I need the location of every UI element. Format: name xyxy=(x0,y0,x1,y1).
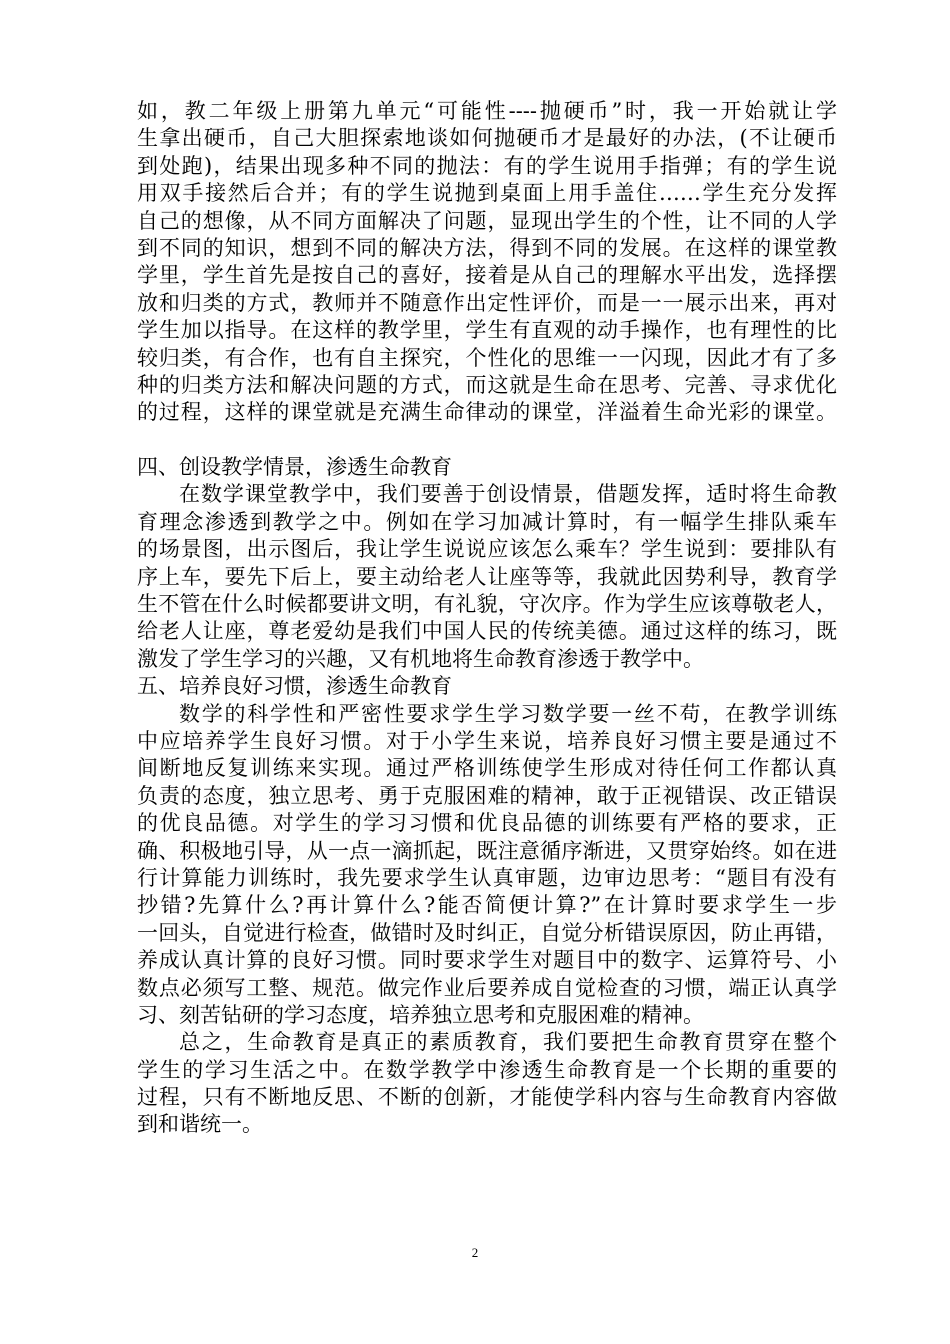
paragraph-section-4 xyxy=(137,481,837,673)
text-line: 生拿出硬币，自己大胆探索地谈如何抛硬币才是最好的办法，(不让硬币 xyxy=(137,126,837,151)
text-line: 总之，生命教育是真正的素质教育，我们要把生命教育贯穿在整个 xyxy=(179,1030,837,1055)
text-line: 行计算能力训练时，我先要求学生认真审题，边审边思考：“题目有没有 xyxy=(137,865,837,890)
text-line: 学里，学生首先是按自己的喜好，接着是从自己的理解水平出发，选择摆 xyxy=(137,263,837,288)
paragraph-section-5 xyxy=(137,701,837,1030)
text-line: 激发了学生学习的兴趣，又有机地将生命教育渗透于教学中。 xyxy=(137,646,704,671)
text-line: 过程，只有不断地反思、不断的创新，才能使学科内容与生命教育内容做 xyxy=(137,1085,837,1110)
text-line: 自己的想像，从不同方面解决了问题，显现出学生的个性，让不同的人学 xyxy=(137,208,837,233)
text-line: 序上车，要先下后上，要主动给老人让座等等，我就此因势利导，教育学 xyxy=(137,564,837,589)
text-line: 中应培养学生良好习惯。对于小学生来说，培养良好习惯主要是通过不 xyxy=(137,728,837,753)
paragraph-intro-example xyxy=(137,98,837,427)
text-line: 负责的态度，独立思考、勇于克服困难的精神，敢于正视错误、改正错误 xyxy=(137,783,837,808)
text-line: 抄错?先算什么?再计算什么?能否简便计算?”在计算时要求学生一步 xyxy=(137,893,837,918)
text-line: 育理念渗透到教学之中。例如在学习加减计算时，有一幅学生排队乘车 xyxy=(137,509,837,534)
text-line: 放和归类的方式，教师并不随意作出定性评价，而是一一展示出来，再对 xyxy=(137,290,837,315)
text-line: 到和谐统一。 xyxy=(137,1112,263,1137)
text-line: 生不管在什么时候都要讲文明，有礼貌，守次序。作为学生应该尊敬老人， xyxy=(137,592,837,617)
document-page xyxy=(137,98,837,1139)
section-heading-4: 四、创设教学情景，渗透生命教育 xyxy=(137,455,452,480)
text-line: 到不同的知识，想到不同的解决方法，得到不同的发展。在这样的课堂教 xyxy=(137,235,837,260)
page-number: 2 xyxy=(471,1245,479,1260)
paragraph-spacer xyxy=(137,427,837,454)
text-line: 一回头，自觉进行检查，做错时及时纠正，自觉分析错误原因，防止再错， xyxy=(137,920,837,945)
text-line: 种的归类方法和解决问题的方式，而这就是生命在思考、完善、寻求优化 xyxy=(137,372,837,397)
text-line: 数点必须写工整、规范。做完作业后要养成自觉检查的习惯，端正认真学 xyxy=(137,975,837,1000)
text-line: 习、刻苦钻研的学习态度，培养独立思考和克服困难的精神。 xyxy=(137,1002,704,1027)
text-line: 如，教二年级上册第九单元“可能性----抛硬币”时，我一开始就让学 xyxy=(137,99,837,123)
paragraph-conclusion xyxy=(137,1029,837,1139)
section-heading-5: 五、培养良好习惯，渗透生命教育 xyxy=(137,674,452,699)
text-line: 数学的科学性和严密性要求学生学习数学要一丝不苟，在教学训练 xyxy=(179,701,837,726)
text-line: 确、积极地引导，从一点一滴抓起，既注意循序渐进，又贯穿始终。如在进 xyxy=(137,838,837,863)
text-line: 的优良品德。对学生的学习习惯和优良品德的训练要有严格的要求，正 xyxy=(137,811,837,836)
text-line: 学生的学习生活之中。在数学教学中渗透生命教育是一个长期的重要的 xyxy=(137,1057,837,1082)
text-line: 的过程，这样的课堂就是充满生命律动的课堂，洋溢着生命光彩的课堂。 xyxy=(137,400,837,425)
text-line: 到处跑)，结果出现多种不同的抛法：有的学生说用手指弹；有的学生说 xyxy=(137,153,837,178)
text-line: 给老人让座，尊老爱幼是我们中国人民的传统美德。通过这样的练习，既 xyxy=(137,619,837,644)
text-line: 在数学课堂教学中，我们要善于创设情景，借题发挥，适时将生命教 xyxy=(179,482,837,507)
text-line: 用双手接然后合并；有的学生说抛到桌面上用手盖住……学生充分发挥 xyxy=(137,181,837,206)
text-line: 学生加以指导。在这样的教学里，学生有直观的动手操作，也有理性的比 xyxy=(137,318,837,343)
text-line: 间断地反复训练来实现。通过严格训练使学生形成对待任何工作都认真 xyxy=(137,756,837,781)
text-line: 较归类，有合作，也有自主探究，个性化的思维一一闪现，因此才有了多 xyxy=(137,345,837,370)
text-line: 养成认真计算的良好习惯。同时要求学生对题目中的数字、运算符号、小 xyxy=(137,948,837,973)
text-line: 的场景图，出示图后，我让学生说说应该怎么乘车？学生说到：要排队有 xyxy=(137,537,837,562)
